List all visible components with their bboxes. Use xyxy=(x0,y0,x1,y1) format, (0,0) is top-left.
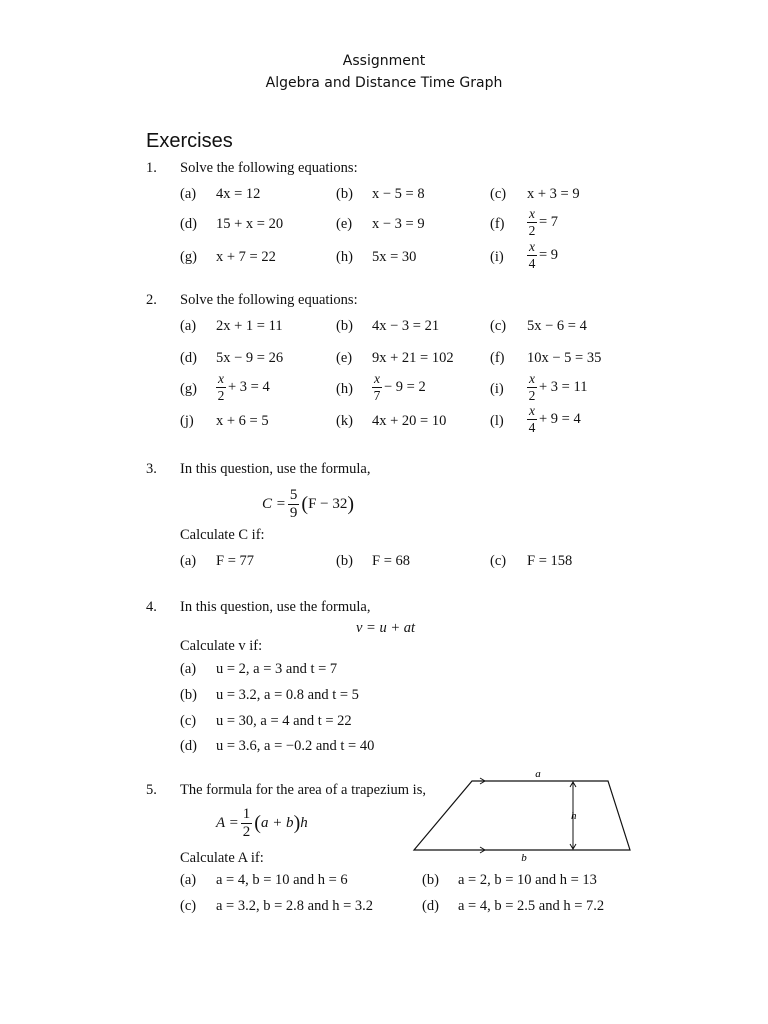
fraction-rest: = 7 xyxy=(539,213,559,230)
formula-lhs: A = xyxy=(216,815,239,831)
q1-g-label: (g) xyxy=(180,249,197,265)
q1-a-equation: 4x = 12 xyxy=(216,186,261,202)
q1-i-equation xyxy=(527,240,558,270)
q3-calculate: Calculate C if: xyxy=(180,527,265,543)
fraction-denominator: 9 xyxy=(289,505,298,521)
close-paren: ) xyxy=(347,493,355,515)
q2-g-equation xyxy=(216,372,270,402)
q4-c-label: (c) xyxy=(180,713,197,729)
q2-g-fraction xyxy=(216,372,226,402)
q2-e-label: (e) xyxy=(336,350,353,366)
q5-b-label: (b) xyxy=(422,872,439,888)
q3-b-label: (b) xyxy=(336,553,353,569)
fraction-numerator: x xyxy=(218,371,224,386)
q4-a-values: u = 2, a = 3 and t = 7 xyxy=(216,661,338,677)
trapezium-diagram xyxy=(408,768,638,864)
q2-d-label: (d) xyxy=(180,350,197,366)
fraction-denominator: 4 xyxy=(528,255,536,271)
q1-i-fraction xyxy=(527,240,537,270)
q2-h-fraction xyxy=(372,372,382,402)
open-paren: ( xyxy=(254,812,261,834)
fraction-numerator: x xyxy=(529,371,535,386)
q2-l-fraction xyxy=(527,404,537,434)
fraction-numerator: 5 xyxy=(289,487,298,503)
q2-i-fraction xyxy=(527,372,537,402)
q4-calculate: Calculate v if: xyxy=(180,638,263,654)
q5-d-values: a = 4, b = 2.5 and h = 7.2 xyxy=(458,898,605,914)
fraction-denominator: 7 xyxy=(373,387,381,403)
q4-b-label: (b) xyxy=(180,687,197,703)
q1-h-label: (h) xyxy=(336,249,353,265)
q5-formula xyxy=(216,807,308,840)
formula-lhs: C = xyxy=(262,496,286,512)
q2-g-label: (g) xyxy=(180,381,197,397)
fraction-rest: = 9 xyxy=(539,246,559,263)
q1-f-equation xyxy=(527,207,558,237)
q4-b-values: u = 3.2, a = 0.8 and t = 5 xyxy=(216,687,359,703)
q4-d-values: u = 3.6, a = −0.2 and t = 40 xyxy=(216,738,375,754)
q2-d-equation: 5x − 9 = 26 xyxy=(216,350,284,366)
q2-instruction: Solve the following equations: xyxy=(180,292,358,308)
q1-number: 1. xyxy=(146,160,157,176)
q2-f-label: (f) xyxy=(490,350,505,366)
q5-d-label: (d) xyxy=(422,898,439,914)
q2-h-label: (h) xyxy=(336,381,353,397)
fraction-denominator: 2 xyxy=(242,824,251,840)
formula-rhs: F − 32 xyxy=(308,496,348,512)
formula-fraction xyxy=(288,488,300,521)
q1-h-equation: 5x = 30 xyxy=(372,249,417,265)
fraction-numerator: x xyxy=(529,403,535,418)
fraction-rest: + 9 = 4 xyxy=(539,410,581,427)
q2-l-equation xyxy=(527,404,581,434)
q2-h-equation xyxy=(372,372,426,402)
q1-d-equation: 15 + x = 20 xyxy=(216,216,284,232)
exercises-heading: Exercises xyxy=(146,130,233,152)
assignment-subtitle: Algebra and Distance Time Graph xyxy=(265,75,503,91)
q2-b-equation: 4x − 3 = 21 xyxy=(372,318,440,334)
q1-b-label: (b) xyxy=(336,186,353,202)
fraction-numerator: x xyxy=(374,371,380,386)
q1-d-label: (d) xyxy=(180,216,197,232)
q2-l-label: (l) xyxy=(490,413,504,429)
q1-b-equation: x − 5 = 8 xyxy=(372,186,425,202)
q3-c-value: F = 158 xyxy=(527,553,573,569)
q3-formula xyxy=(262,488,354,521)
assignment-title: Assignment xyxy=(342,53,426,69)
label-b: b xyxy=(521,852,527,864)
formula-rhs: a + b xyxy=(260,815,294,831)
q2-e-equation: 9x + 21 = 102 xyxy=(372,350,454,366)
q2-c-equation: 5x − 6 = 4 xyxy=(527,318,587,334)
close-paren: ) xyxy=(293,812,301,834)
fraction-denominator: 2 xyxy=(217,387,225,403)
q4-a-label: (a) xyxy=(180,661,197,677)
fraction-numerator: x xyxy=(529,206,535,221)
q1-a-label: (a) xyxy=(180,186,197,202)
formula-fraction xyxy=(241,807,253,840)
q4-c-values: u = 30, a = 4 and t = 22 xyxy=(216,713,352,729)
q5-c-values: a = 3.2, b = 2.8 and h = 3.2 xyxy=(216,898,374,914)
q2-a-equation: 2x + 1 = 11 xyxy=(216,318,283,334)
fraction-rest: − 9 = 2 xyxy=(384,378,426,395)
q1-i-label: (i) xyxy=(490,249,504,265)
q1-f-label: (f) xyxy=(490,216,505,232)
q4-formula: v = u + at xyxy=(356,620,416,636)
q2-i-equation xyxy=(527,372,587,402)
q1-e-label: (e) xyxy=(336,216,353,232)
q2-a-label: (a) xyxy=(180,318,197,334)
q1-g-equation: x + 7 = 22 xyxy=(216,249,276,265)
fraction-numerator: x xyxy=(529,239,535,254)
q5-a-values: a = 4, b = 10 and h = 6 xyxy=(216,872,348,888)
fraction-denominator: 2 xyxy=(528,222,536,238)
q3-number: 3. xyxy=(146,461,157,477)
q3-c-label: (c) xyxy=(490,553,507,569)
q2-b-label: (b) xyxy=(336,318,353,334)
q5-c-label: (c) xyxy=(180,898,197,914)
q2-k-equation: 4x + 20 = 10 xyxy=(372,413,447,429)
q3-a-label: (a) xyxy=(180,553,197,569)
q1-f-fraction xyxy=(527,207,537,237)
q2-j-label: (j) xyxy=(180,413,194,429)
q1-instruction: Solve the following equations: xyxy=(180,160,358,176)
q3-instruction: In this question, use the formula, xyxy=(180,461,371,477)
q1-e-equation: x − 3 = 9 xyxy=(372,216,425,232)
q2-number: 2. xyxy=(146,292,157,308)
q5-calculate: Calculate A if: xyxy=(180,850,264,866)
q5-a-label: (a) xyxy=(180,872,197,888)
fraction-numerator: 1 xyxy=(242,806,251,822)
q2-c-label: (c) xyxy=(490,318,507,334)
q1-c-equation: x + 3 = 9 xyxy=(527,186,580,202)
formula-tail: h xyxy=(300,815,308,831)
label-a: a xyxy=(535,768,541,780)
q3-b-value: F = 68 xyxy=(372,553,410,569)
q2-f-equation: 10x − 5 = 35 xyxy=(527,350,602,366)
q5-instruction: The formula for the area of a trapezium is, xyxy=(180,782,426,798)
q5-b-values: a = 2, b = 10 and h = 13 xyxy=(458,872,597,888)
fraction-rest: + 3 = 11 xyxy=(539,378,588,395)
q4-number: 4. xyxy=(146,599,157,615)
label-h: h xyxy=(571,810,577,822)
fraction-denominator: 2 xyxy=(528,387,536,403)
q4-instruction: In this question, use the formula, xyxy=(180,599,371,615)
q4-d-label: (d) xyxy=(180,738,197,754)
q2-i-label: (i) xyxy=(490,381,504,397)
q2-k-label: (k) xyxy=(336,413,353,429)
trapezium-shape xyxy=(414,781,630,850)
open-paren: ( xyxy=(301,493,309,515)
q3-a-value: F = 77 xyxy=(216,553,254,569)
q5-number: 5. xyxy=(146,782,157,798)
fraction-denominator: 4 xyxy=(528,419,536,435)
q1-c-label: (c) xyxy=(490,186,507,202)
fraction-rest: + 3 = 4 xyxy=(228,378,270,395)
q2-j-equation: x + 6 = 5 xyxy=(216,413,269,429)
